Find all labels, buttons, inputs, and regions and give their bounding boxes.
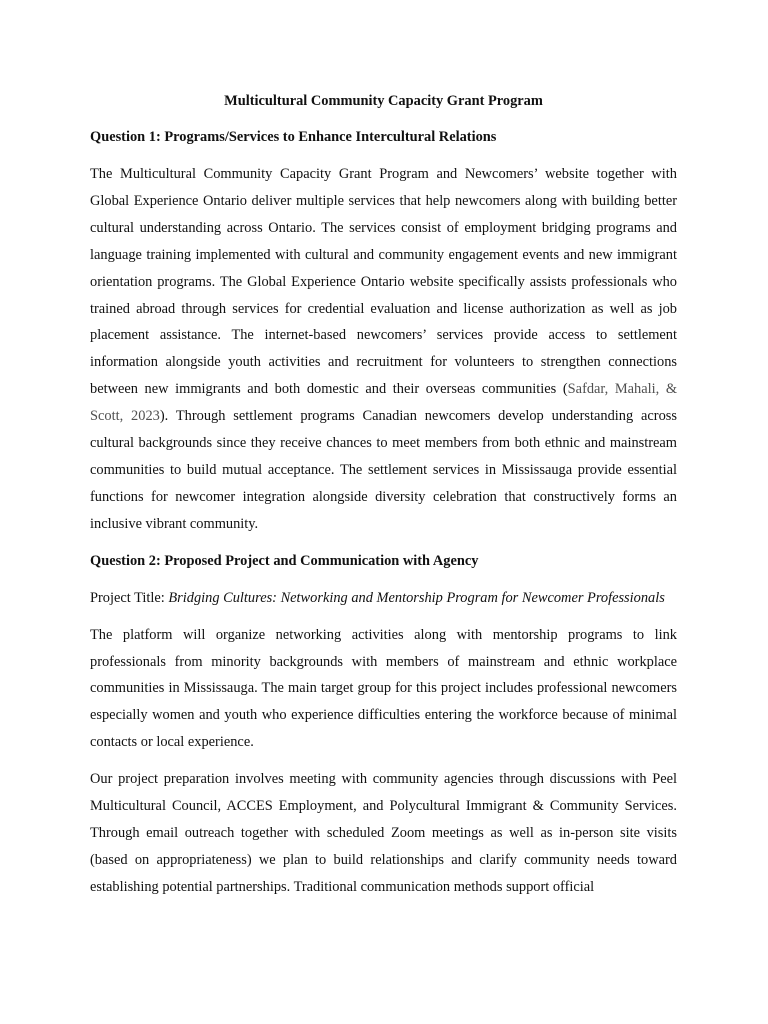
- document-title: Multicultural Community Capacity Grant Program: [224, 93, 543, 109]
- question-2-paragraph-1: The platform will organize networking activities along with mentorship programs to link professionals from minority backgrounds with members of mainstream and ethnic workplace communities in Mississauga. The main target group for this project includes professional newcomers especially women and youth who experience difficulties entering the workforce because of minimal contacts or local experience.: [90, 626, 677, 751]
- question-1-heading: Question 1: Programs/Services to Enhance Intercultural Relations: [90, 129, 497, 145]
- q1-text-after-citation: ). Through settlement programs Canadian newcomers develop understanding across cultural backgrounds since they receive chances to meet members from both ethnic and mainstream communities to build mutual acceptance. The settlement services in Mississauga provide essential functions for newcomer integration alongside diversity celebration that constructively forms an inclusive vibrant community.: [90, 408, 677, 532]
- question-1-paragraph: [90, 161, 677, 538]
- project-title-label: Project Title:: [90, 589, 169, 606]
- document-page: [90, 88, 677, 911]
- project-title-line: [90, 585, 677, 612]
- question-2-paragraph-2: Our project preparation involves meeting with community agencies through discussions with Peel Multicultural Council, ACCES Employment, and Polycultural Immigrant & Community Services. Through email outreach together with scheduled Zoom meetings as well as in-person site visits (based on appropriateness) we plan to build relationships and clarify community needs toward establishing potential partnerships. Traditional communication methods support official: [90, 771, 677, 895]
- q1-text-before-citation: The Multicultural Community Capacity Grant Program and Newcomers’ website together with Global Experience Ontario deliver multiple services that help newcomers along with building better cultural understanding across Ontario. The services consist of employment bridging programs and language training implemented with cultural and community engagement events and new immigrant orientation programs. The Global Experience Ontario website specifically assists professionals who trained abroad through services for credential evaluation and license authorization as well as job placement assistance. The internet-based newcomers’ services provide access to settlement information alongside youth activities and recruitment for volunteers to strengthen connections between new immigrants and both domestic and their overseas communities (: [90, 166, 677, 398]
- citation-link[interactable]: Safdar, Mahali, & Scott, 2023: [90, 381, 678, 425]
- project-title-value: Bridging Cultures: Networking and Mentorship Program for Newcomer Professionals: [168, 589, 665, 606]
- question-2-heading: Question 2: Proposed Project and Communication with Agency: [90, 552, 479, 569]
